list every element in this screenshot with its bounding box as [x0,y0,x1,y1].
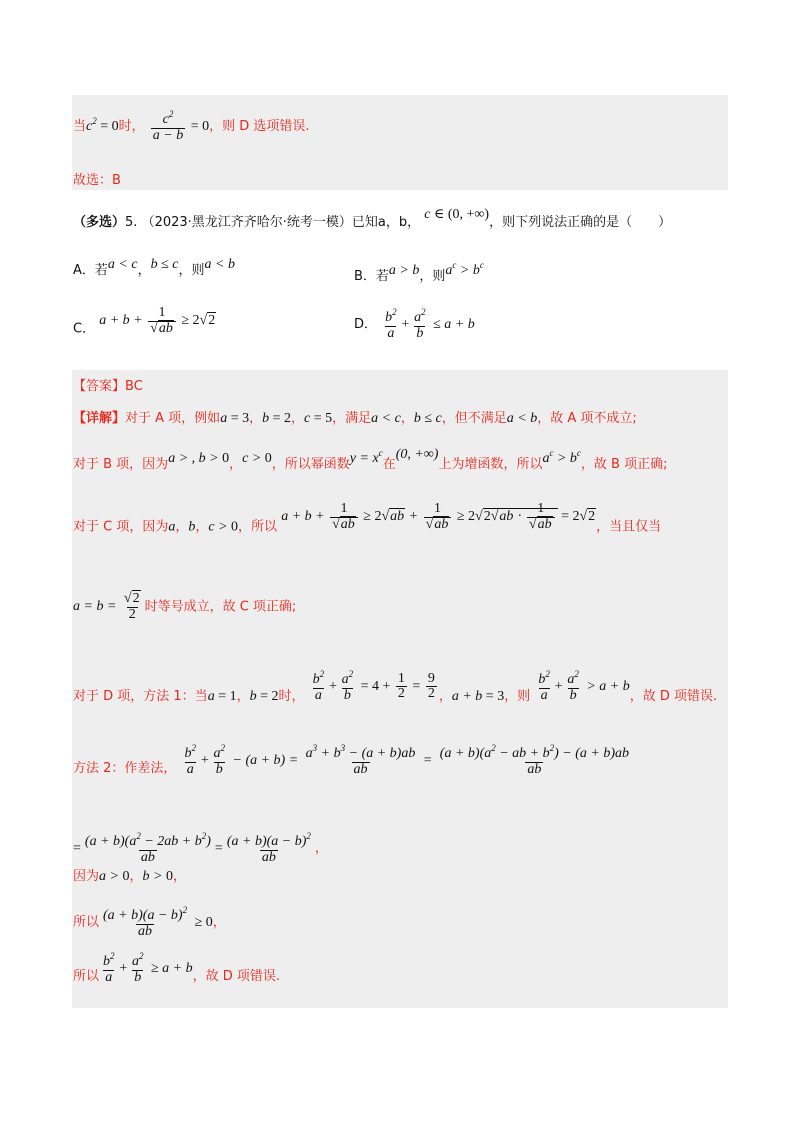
option-d: D． $\frac{b^2}{a}$ + $\frac{a^2}{b}$ ≤ a + b [354,307,475,341]
option-c: C． a + b + $\frac{1}{√ab}$ ≥ 2√2 [73,305,216,337]
prev-d-line: 当$c^2 = 0$时， $\frac{c^2}{a - b}$ = 0，则 D 选项错误. [73,109,310,143]
detail-b: 对于 B 项，因为a > , b > 0，c > 0，所以幂函数$y = x^c$在(0, +∞)上为增函数，所以$a^c > b^c$，故 B 项正确; [73,447,668,472]
detail-c-cond: a = b = $\frac{√2}{2}$ 时等号成立，故 C 项正确; [73,591,297,622]
option-a: A．若a < c，b ≤ c，则a < b [73,257,235,278]
detail-a: 【详解】对于 A 项，例如a = 3，b = 2，c = 5，满足a < c，b ≤ c，但不满足a < b，故 A 项不成立; [73,411,637,426]
option-b: B．若a > b，则$a^c > b^c$ [354,260,484,284]
prev-choice: 故选：B [73,173,121,188]
answer-label: 【答案】BC [73,379,143,394]
detail-d1: 对于 D 项，方法 1：当a = 1，b = 2时， $\frac{b^2}{a}$ + $\frac{a^2}{b}$ = 4 + $\frac{1}{2}$ = $\frac{9}{2}$ ，a + b = 3，则 $\frac{b^2}{a}$ + $\frac{a^2}{b}$ > a + b，故 D 项错误. [73,669,718,704]
question-stem: （多选）5. （2023·黑龙江齐齐哈尔·统考一模）已知a，b， c ∈ (0, +∞)，则下列说法正确的是（ ） [73,207,672,230]
detail-so2: 所以 $\frac{b^2}{a}$ + $\frac{a^2}{b}$ ≥ a + b，故 D 项错误. [73,951,281,985]
detail-so1: 所以 $\frac{(a + b)(a - b)^2}{ab}$ ≥ 0， [73,905,226,939]
detail-c: 对于 C 项，因为a，b，c > 0，所以 a + b + $\frac{1}{√ab}$ ≥ 2√ab + $\frac{1}{√ab}$ ≥ 2√2√ab · $\frac{1}{√ab}$ = 2√2，当且仅当 [73,501,662,535]
detail-d2: 方法 2：作差法， $\frac{b^2}{a}$ + $\frac{a^2}{b}$ − (a + b) = $\frac{a^3 + b^3 - (a + b)ab}{ab}$ = $\frac{(a + b)(a^2 - ab + b^2) - (a + b)ab}{ab}$ [73,743,630,777]
detail-because: 因为a > 0，b > 0， [73,869,186,884]
detail-d2-cont: = $\frac{(a + b)(a^2 - 2ab + b^2)}{ab}$ = $\frac{(a + b)(a - b)^2}{ab}$ ， [73,831,328,865]
